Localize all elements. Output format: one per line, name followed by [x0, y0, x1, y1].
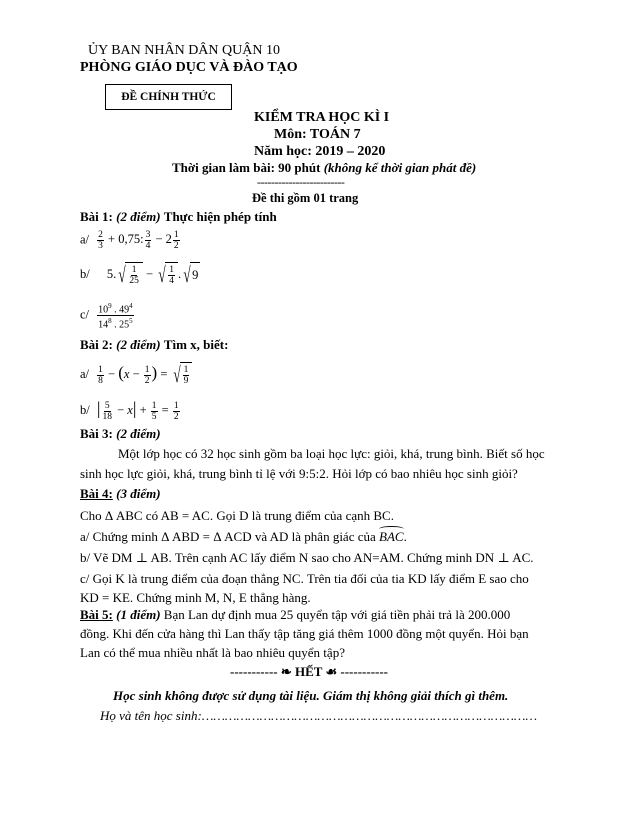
b1-a-label: a/	[80, 232, 90, 247]
b1-b-label: b/	[80, 266, 90, 281]
committee-name: ỦY BAN NHÂN DÂN QUẬN 10	[88, 43, 280, 58]
exam-time-label: Thời gian làm bài: 90 phút	[172, 160, 321, 175]
b4-part-c-line1: c/ Gọi K là trung điểm của đoạn thẳng NC. Trên tia đối của tia KD lấy điểm E sao cho	[80, 571, 529, 586]
b1-c-expr: $\frac{10^9 . 49^4}{14^8 . 25^5}$	[98, 302, 133, 331]
b5-line1	[80, 607, 510, 623]
b4-a-angle: BAC	[379, 529, 404, 544]
b4-points: (3 điểm)	[116, 486, 161, 501]
b1-b	[80, 262, 200, 288]
b4-heading	[80, 486, 161, 502]
student-name-dots: ……………………………………………………………………………	[201, 708, 538, 723]
b4-label: Bài 4:	[80, 486, 113, 501]
exam-subject: Môn: TOÁN 7	[274, 127, 361, 142]
exam-divider: -------------------------	[257, 175, 345, 189]
department-name: PHÒNG GIÁO DỤC VÀ ĐÀO TẠO	[80, 60, 298, 75]
b4-intro: Cho Δ ABC có AB = AC. Gọi D là trung điểm của cạnh BC.	[80, 508, 394, 523]
b2-task: Tìm x, biết:	[163, 337, 229, 352]
b2-a-label: a/	[80, 366, 90, 381]
b3-heading	[80, 426, 161, 442]
b2-heading	[80, 337, 228, 353]
b5-points: (1 điểm)	[116, 607, 161, 622]
b4-part-b: b/ Vẽ DM ⊥ AB. Trên cạnh AC lấy điểm N sao cho AN=AM. Chứng minh DN ⊥ AC.	[80, 550, 534, 565]
exam-time	[172, 160, 476, 176]
b3-text-line2: sinh học lực giỏi, khá, trung bình tỉ lệ với 9:5:2. Hỏi lớp có bao nhiêu học sinh giỏi?	[80, 466, 518, 481]
b3-label: Bài 3:	[80, 426, 113, 441]
b1-points: (2 điểm)	[116, 209, 161, 224]
b2-b-expr: | $\frac{5}{18}$ − x| + $\frac{1}{5}$ = $\frac{1}{2}$	[96, 398, 179, 422]
exam-title: KIỂM TRA HỌC KÌ I	[254, 110, 390, 125]
b2-a-expr: $\frac{1}{8}$ − (x − $\frac{1}{2}$ ) = √ $\frac{1}{9}$	[96, 367, 192, 381]
b5-label: Bài 5:	[80, 607, 113, 622]
b4-part-a	[80, 529, 407, 545]
b2-b-label: b/	[80, 403, 90, 417]
b2-b	[80, 398, 181, 422]
end-marker: ----------- ❧ HẾT ☙ -----------	[230, 664, 389, 679]
b4-a-text: a/ Chứng minh Δ ABD = Δ ACD và AD là phân giác của	[80, 529, 380, 544]
b4-a-suffix: .	[403, 529, 407, 544]
b2-points: (2 điểm)	[116, 337, 161, 352]
b1-a-expr: $\frac{2}{3}$ + 0,75: $\frac{3}{4}$ − 2 $\frac{1}{2}$	[98, 230, 179, 251]
b3-points: (2 điểm)	[116, 426, 161, 441]
pages-note: Đề thi gồm 01 trang	[252, 191, 359, 205]
b2-a	[80, 362, 192, 388]
b5-text-line3: Lan có thể mua nhiều nhất là bao nhiêu quyển tập?	[80, 645, 345, 660]
b1-c-label: c/	[80, 307, 90, 322]
b2-label: Bài 2:	[80, 337, 113, 352]
b3-text-line1: Một lớp học có 32 học sinh gồm ba loại học lực: giỏi, khá, trung bình. Biết số học	[118, 446, 545, 461]
b5-text-line1: Bạn Lan dự định mua 25 quyển tập với giá tiền phải trả là 200.000	[163, 607, 511, 622]
b1-label: Bài 1:	[80, 209, 113, 224]
exam-notice: Học sinh không được sử dụng tài liệu. Giám thị không giải thích gì thêm.	[113, 688, 509, 703]
b1-a	[80, 230, 181, 251]
b4-part-c-line2: KD = KE. Chứng minh M, N, E thẳng hàng.	[80, 590, 311, 605]
b5-text-line2: đồng. Khi đến cửa hàng thì Lan thấy tập tăng giá thêm 1000 đồng một quyển. Hỏi bạn	[80, 626, 529, 641]
b1-heading	[80, 209, 277, 225]
official-label: ĐỀ CHÍNH THỨC	[105, 84, 232, 110]
b1-b-expr: 5. √ $\frac{1}{25}$ − √ $\frac{1}{4}$ . √ 9	[106, 262, 199, 287]
exam-year: Năm học: 2019 – 2020	[254, 144, 386, 159]
b1-c	[80, 301, 135, 331]
b1-task: Thực hiện phép tính	[163, 209, 277, 224]
exam-time-note: (không kể thời gian phát đề)	[323, 160, 477, 175]
student-name-line	[100, 708, 537, 724]
student-name-label: Họ và tên học sinh:	[100, 708, 202, 723]
